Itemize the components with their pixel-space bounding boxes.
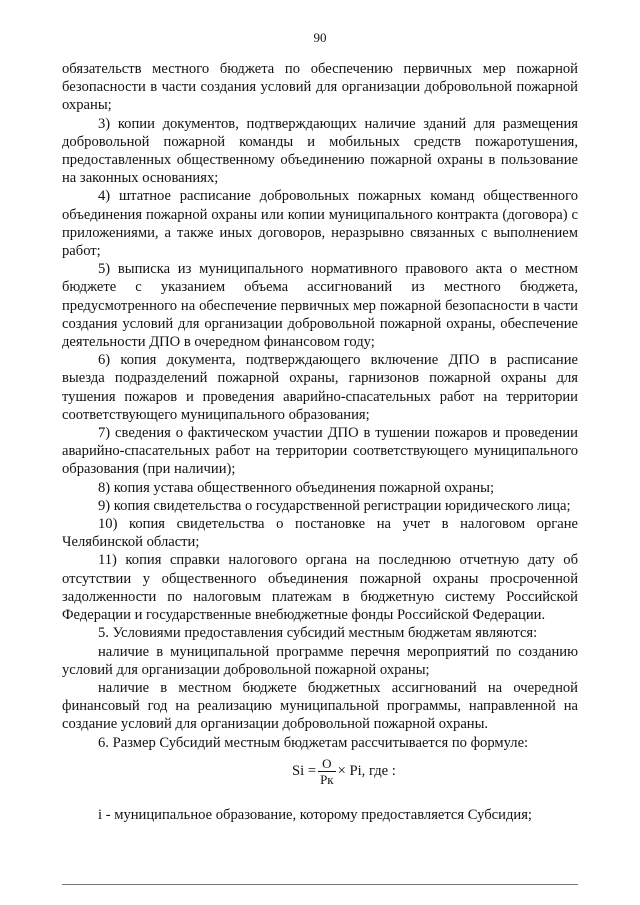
page-number: 90 [313, 30, 327, 45]
paragraph: 4) штатное расписание добровольных пожарных команд общественного объединения пожарной охраны или копии муниципального контракта (договора) с приложениями, а также иных договоров, неразрывно связанных с выполнением работ; [62, 188, 578, 260]
formula-denominator: Pк [320, 771, 334, 787]
formula-numerator: O [322, 755, 332, 771]
paragraph: обязательств местного бюджета по обеспечению первичных мер пожарной безопасности в части создания условий для организации добровольной пожарной охраны; [62, 61, 578, 114]
paragraph: 5) выписка из муниципального нормативного правового акта о местном бюджете с указанием объема ассигнований из местного бюджета, предусмотренного на обеспечение первичных мер пожарной безопасности в части создания условий для организации добровольной пожарной охраны, обеспечение деятельности ДПО в очередном финансовом году; [62, 261, 578, 351]
paragraph: 7) сведения о фактическом участии ДПО в тушении пожаров и проведении аварийно-спасательных работ на территории соответствующего муниципального образования (при наличии); [62, 425, 578, 478]
paragraph: 9) копия свидетельства о государственной регистрации юридического лица; [98, 497, 571, 514]
definition-paragraph: i - муниципальное образование, которому предоставляется Субсидия; [98, 807, 532, 823]
paragraph: 11) копия справки налогового органа на последнюю отчетную дату об отсутствии у общественного объединения пожарной охраны просроченной задолженности по налоговым платежам в бюджетную систему Российской Федерации и государственные внебюджетные фонды Российской Федерации. [62, 552, 578, 624]
paragraph: 6. Размер Субсидий местным бюджетам рассчитывается по формуле: [98, 734, 529, 751]
paragraph: 8) копия устава общественного объединения пожарной охраны; [98, 479, 495, 496]
paragraph: наличие в местном бюджете бюджетных ассигнований на очередной финансовый год на реализацию муниципальной программы, направленной на создание условий для организации добровольной пожарной охраны. [62, 679, 578, 733]
paragraph: 3) копии документов, подтверждающих наличие зданий для размещения добровольной пожарной команды и мобильных средств пожаротушения, предоставленных общественному объединению пожарной охраны в пользование на законных основаниях; [62, 115, 578, 187]
formula-fraction [318, 756, 336, 787]
paragraph: 6) копия документа, подтверждающего включение ДПО в расписание выезда подразделений пожарной охраны, гарнизонов пожарной охраны для тушения пожаров и проведения аварийно-спасательных работ на территории соответствующего муниципального образования; [62, 352, 578, 423]
document-body [62, 60, 578, 752]
paragraph: 5. Условиями предоставления субсидий местным бюджетам являются: [98, 625, 538, 642]
paragraph: 10) копия свидетельства о постановке на учет в налоговом органе Челябинской области; [62, 516, 578, 551]
subsidy-formula [292, 749, 396, 793]
formula-lhs: Si = [292, 762, 317, 779]
paragraph: наличие в муниципальной программе перечня мероприятий по созданию условий для организации добровольной пожарной охраны; [62, 643, 578, 678]
formula-rhs: × Pi, где : [337, 762, 396, 779]
footer-divider [62, 884, 578, 885]
